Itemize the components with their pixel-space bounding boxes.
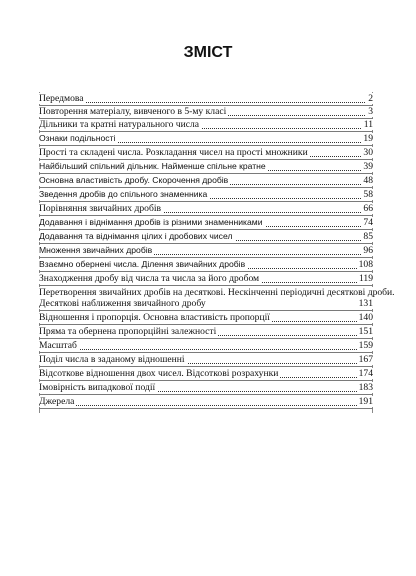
toc-entry-page: 48 <box>363 175 373 186</box>
toc-entry[interactable] <box>39 352 373 367</box>
toc-entry-label: Зведення дробів до спільного знаменника <box>39 189 208 199</box>
toc-entry-page: 11 <box>363 119 373 130</box>
toc-entry-page: 119 <box>358 273 373 284</box>
toc-entry[interactable] <box>39 201 373 216</box>
toc-entry[interactable] <box>39 366 373 381</box>
toc-entry-label: Дільники та кратні натурального числа <box>39 119 200 130</box>
toc-entry-label: Імовірність випадкової події <box>39 382 156 393</box>
toc-entry-label: Джерела <box>39 396 75 407</box>
toc-entry[interactable] <box>39 394 373 409</box>
toc-entry[interactable] <box>39 131 373 146</box>
toc-entry-page: 151 <box>358 326 373 337</box>
toc-entry-label: Основна властивість дробу. Скорочення дробів <box>39 175 229 185</box>
toc-entry[interactable] <box>39 92 373 106</box>
toc-entry-page: 167 <box>358 354 373 365</box>
toc-entry-label: Відсоткове відношення двох чисел. Відсоткові розрахунки <box>39 368 279 379</box>
toc-entry[interactable] <box>39 187 373 202</box>
toc-entry-page: 140 <box>358 312 373 323</box>
dot-leader <box>39 96 373 103</box>
toc-entry-label <box>39 287 397 309</box>
dot-leader <box>39 343 373 350</box>
toc-entry-page: 74 <box>363 217 373 228</box>
toc-entry-page: 174 <box>358 368 373 379</box>
toc-entry-page: 39 <box>363 161 373 172</box>
toc-entry[interactable] <box>39 105 373 119</box>
toc-entry-page: 3 <box>368 106 373 117</box>
toc-entry-label: Масштаб <box>39 340 77 351</box>
toc-entry-label: Взаємно обернені числа. Ділення звичайних дробів <box>39 259 246 269</box>
toc-entry-page: 66 <box>363 203 373 214</box>
toc-entry-label: Прості та складені числа. Розкладання чисел на прості множники <box>39 147 308 158</box>
toc-entry-label: Пряма та обернена пропорційні залежності <box>39 326 217 337</box>
toc-entry-label-line1: Перетворення звичайних дробів на десяткові. Нескінченні періодичні десяткові дроби. <box>39 287 395 298</box>
toc-entry-page: 96 <box>363 245 373 256</box>
toc-entry-page: 58 <box>363 189 373 200</box>
toc-entry-page: 85 <box>363 231 373 242</box>
toc-entry[interactable] <box>39 215 373 230</box>
toc-entry-page: 2 <box>368 93 373 104</box>
toc-entry-page: 131 <box>358 298 373 309</box>
page-title: ЗМІСТ <box>183 44 233 61</box>
toc-entry[interactable] <box>39 145 373 160</box>
toc-entry-label: Ознаки подільності <box>39 133 116 143</box>
toc-entry-label: Множення звичайних дробів <box>39 245 153 255</box>
toc-entry-page: 19 <box>363 133 373 144</box>
toc-entry-label: Відношення і пропорція. Основна властивість пропорції <box>39 312 270 323</box>
toc-entry[interactable] <box>39 243 373 258</box>
toc-entry[interactable] <box>39 159 373 174</box>
toc-entry-label: Найбільший спільний дільник. Найменше спільне кратне <box>39 161 266 171</box>
toc-entry[interactable] <box>39 229 373 244</box>
toc-entry[interactable] <box>39 173 373 188</box>
toc-entry[interactable] <box>39 310 373 325</box>
toc-entry-label: Додавання і віднімання дробів із різними знаменниками <box>39 217 263 227</box>
toc-entry-label: Передмова <box>39 93 84 104</box>
toc-entry-label: Знаходження дробу від числа та числа за його дробом <box>39 273 260 284</box>
toc-entry-label: Повторення матеріалу, вивченого в 5-му класі <box>39 106 227 117</box>
toc-entry[interactable] <box>39 271 373 286</box>
toc-entry-page: 191 <box>358 396 373 407</box>
toc-entry-label: Порівняння звичайних дробів <box>39 203 162 214</box>
toc-entry[interactable] <box>39 380 373 395</box>
toc-entry-label: Поділ числа в заданому відношенні <box>39 354 185 365</box>
toc-entry-page: 30 <box>363 147 373 158</box>
toc-entry[interactable] <box>39 338 373 353</box>
toc-entry[interactable] <box>39 118 373 132</box>
toc-entry[interactable] <box>39 324 373 339</box>
toc-entry-page: 108 <box>358 259 373 270</box>
toc-entry[interactable] <box>39 257 373 272</box>
toc-entry-label: Додавання та віднімання цілих і дробових чисел <box>39 231 233 241</box>
toc-entry-page: 183 <box>358 382 373 393</box>
toc-entry-label-line2: Десяткові наближення звичайного дробу <box>39 298 206 309</box>
toc-entry[interactable] <box>39 285 395 311</box>
toc-entry-page: 159 <box>358 340 373 351</box>
dot-leader <box>39 399 373 406</box>
